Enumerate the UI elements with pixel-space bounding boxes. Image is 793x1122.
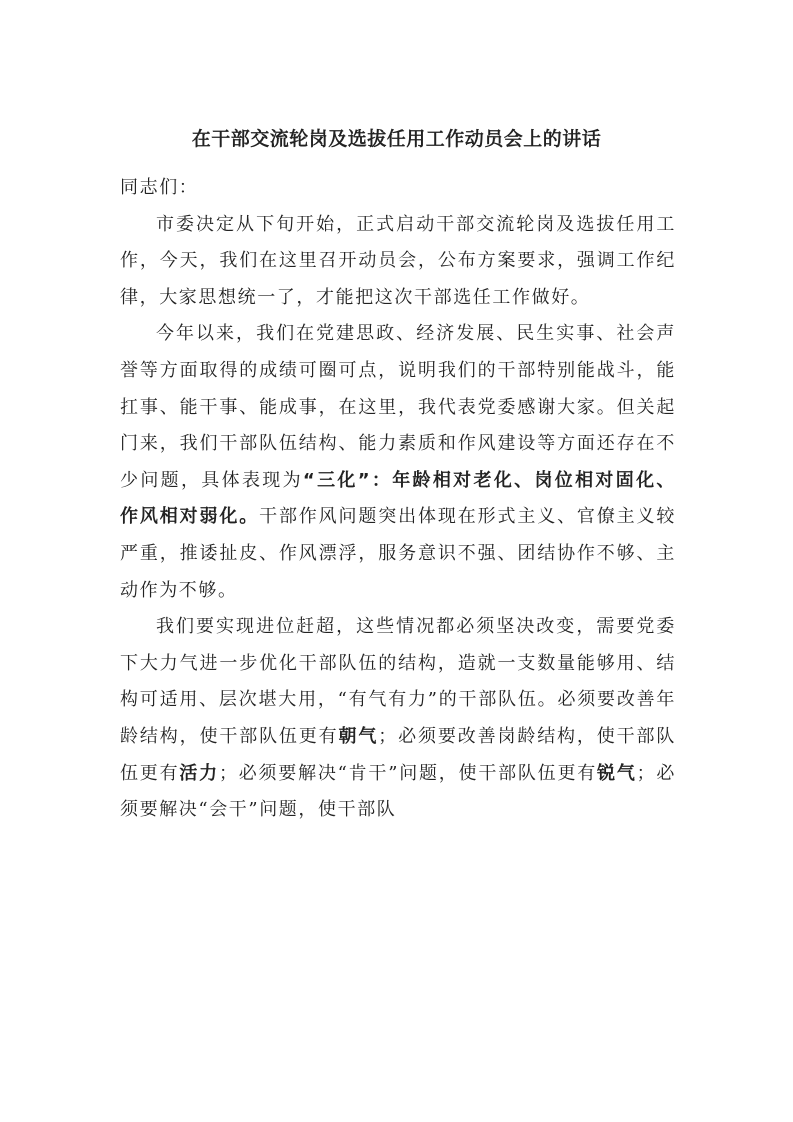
document-title: 在干部交流轮岗及选拔任用工作动员会上的讲话 (191, 128, 602, 150)
paragraph-2-text-a: 今年以来，我们在党建思政、经济发展、民生实事、社会声誉等方面取得的成绩可圈可点，说明我们的干部特别能战斗，能扛事、能干事、能成事，在这里，我代表党委感谢大家。但关起门来，我们干部队伍结构、能力素质和作风建设等方面还存在不少问题，具体表现为 (120, 323, 676, 491)
paragraph-2 (120, 316, 676, 609)
paragraph-2-text-b: 干部作风问题突出体现在形式主义、官僚主义较严重，推诿扯皮、作风漂浮，服务意识不强、团结协作不够、主动作为不够。 (120, 506, 676, 601)
document-body (120, 170, 676, 829)
paragraph-2-bold-a: “三化”：年龄相对老化、岗位相对固化、作风相对弱化。 (120, 469, 677, 528)
paragraph-3 (120, 609, 676, 829)
paragraph-1: 市委决定从下旬开始，正式启动干部交流轮岗及选拔任用工作，今天，我们在这里召开动员会，公布方案要求，强调工作纪律，大家思想统一了，才能把这次干部选任工作做好。 (120, 213, 676, 308)
paragraph-3-text-b: ；必须要改善岗龄结构，使干部队伍更有 (120, 725, 676, 784)
paragraph-3-bold-a: 朝气 (338, 725, 379, 747)
paragraph-3-text-a: 我们要实现进位赶超，这些情况都必须坚决改变，需要党委下大力气进一步优化干部队伍的结构，造就一支数量能够用、结构可适用、层次堪大用，“有气有力”的干部队伍。必须要改善年龄结构，使干部队伍更有 (120, 616, 676, 747)
paragraph-3-bold-b: 活力 (179, 762, 219, 784)
salutation: 同志们： (120, 177, 199, 198)
paragraph-3-text-d: ；必须要解决“会干”问题，使干部队 (120, 762, 677, 821)
paragraph-3-text-c: ；必须要解决“肯干”问题，使干部队伍更有 (218, 762, 598, 784)
paragraph-3-bold-c: 锐气 (597, 762, 637, 784)
